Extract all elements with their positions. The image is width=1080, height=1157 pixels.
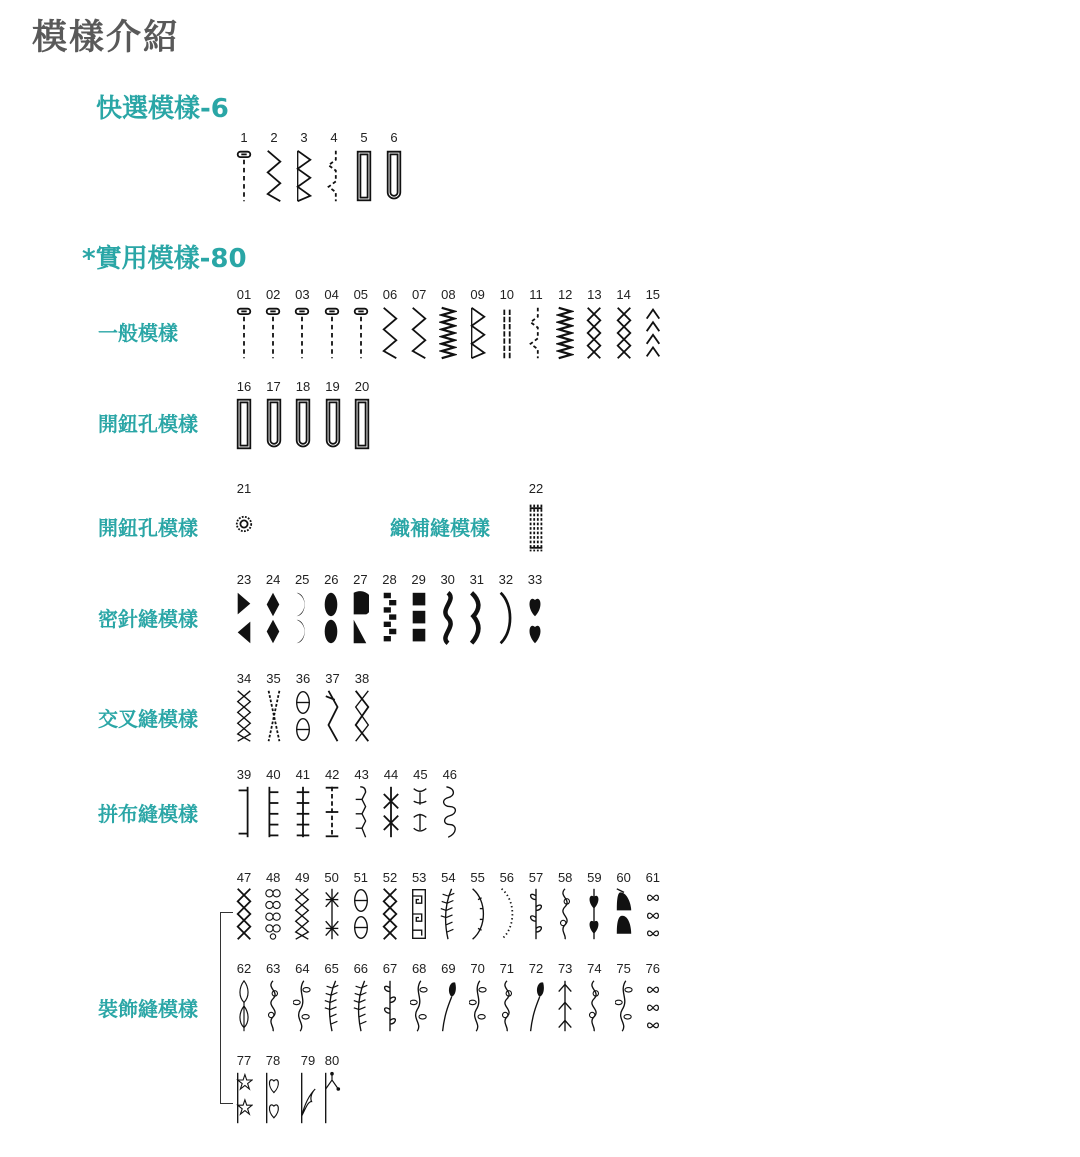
pattern-number: 32 [498, 572, 514, 587]
pattern-number: 75 [616, 961, 631, 976]
stitch-pattern-icon[interactable] [410, 305, 428, 361]
row-label-quilting: 拼布縫模樣 [98, 802, 198, 826]
pattern-number: 16 [236, 379, 252, 394]
stitch-pattern-icon[interactable] [469, 978, 487, 1034]
stitch-pattern-icon[interactable] [299, 1070, 317, 1126]
stitch-pattern-icon[interactable] [527, 500, 545, 556]
stitch-pattern-icon[interactable] [527, 305, 545, 361]
stitch-pattern-icon[interactable] [441, 784, 459, 840]
pattern-number: 28 [382, 572, 397, 587]
stitch-pattern-icon[interactable] [264, 305, 282, 361]
stitch-pattern-icon[interactable] [353, 396, 371, 452]
pattern-number: 74 [587, 961, 602, 976]
stitch-pattern-icon[interactable] [411, 784, 429, 840]
stitch-pattern-icon[interactable] [585, 305, 603, 361]
stitch-pattern-icon[interactable] [235, 591, 253, 645]
stitch-pattern-icon[interactable] [585, 886, 603, 942]
utility-patterns-title: *實用模樣-80 [82, 244, 247, 274]
pattern-number: 56 [499, 870, 515, 885]
pattern-number: 51 [353, 870, 369, 885]
stitch-pattern-icon[interactable] [439, 305, 457, 361]
pattern-number: 70 [470, 961, 485, 976]
pattern-number: 80 [324, 1053, 340, 1068]
row-label-darning: 織補縫模樣 [390, 516, 490, 540]
pattern-number: 19 [325, 379, 340, 394]
pattern-number: 65 [324, 961, 339, 976]
stitch-pattern-icon[interactable] [527, 886, 545, 942]
pattern-number: 42 [324, 767, 340, 782]
stitch-pattern-icon[interactable] [498, 305, 516, 361]
pattern-number: 57 [528, 870, 544, 885]
stitch-pattern-icon[interactable] [325, 148, 343, 204]
pattern-number: 22 [528, 481, 544, 496]
pattern-number: 2 [270, 130, 278, 145]
stitch-pattern-icon[interactable] [439, 591, 457, 645]
stitch-pattern-icon[interactable] [381, 591, 399, 645]
stitch-pattern-icon[interactable] [527, 978, 545, 1034]
stitch-pattern-icon[interactable] [353, 784, 371, 840]
pattern-number: 15 [645, 287, 661, 302]
stitch-pattern-icon[interactable] [323, 886, 341, 942]
pattern-number: 79 [300, 1053, 316, 1068]
stitch-pattern-icon[interactable] [293, 886, 311, 942]
pattern-number: 3 [300, 130, 308, 145]
pattern-number: 21 [236, 481, 252, 496]
pattern-number: 43 [354, 767, 369, 782]
stitch-pattern-icon[interactable] [235, 396, 253, 452]
stitch-pattern-icon[interactable] [264, 978, 282, 1034]
pattern-number: 48 [265, 870, 281, 885]
pattern-number: 53 [411, 870, 427, 885]
pattern-number: 67 [382, 961, 398, 976]
stitch-pattern-icon[interactable] [469, 886, 487, 942]
stitch-pattern-icon[interactable] [644, 978, 662, 1034]
stitch-pattern-icon[interactable] [235, 688, 253, 744]
quick-patterns-title: 快選模樣-6 [96, 94, 229, 124]
pattern-number: 41 [295, 767, 311, 782]
stitch-pattern-icon[interactable] [294, 688, 312, 744]
pattern-number: 44 [383, 767, 399, 782]
stitch-pattern-icon[interactable] [264, 886, 282, 942]
stitch-pattern-icon[interactable] [235, 148, 253, 204]
stitch-pattern-icon[interactable] [235, 1070, 253, 1126]
stitch-pattern-icon[interactable] [410, 886, 428, 942]
pattern-number: 77 [236, 1053, 252, 1068]
stitch-pattern-icon[interactable] [352, 978, 370, 1034]
pattern-number: 54 [441, 870, 456, 885]
page-title: 模樣介紹 [32, 18, 181, 58]
decorative-bracket [220, 912, 233, 1104]
stitch-pattern-icon[interactable] [381, 886, 399, 942]
pattern-number: 66 [353, 961, 369, 976]
pattern-number: 10 [499, 287, 515, 302]
row-label-decorative: 裝飾縫模樣 [98, 997, 198, 1021]
stitch-pattern-icon[interactable] [235, 305, 253, 361]
stitch-pattern-icon[interactable] [385, 148, 403, 204]
stitch-pattern-icon[interactable] [644, 305, 662, 361]
pattern-number: 37 [325, 671, 340, 686]
pattern-number: 26 [324, 572, 339, 587]
pattern-number: 31 [469, 572, 485, 587]
pattern-number: 08 [441, 287, 456, 302]
pattern-number: 13 [587, 287, 602, 302]
stitch-pattern-icon[interactable] [293, 305, 311, 361]
stitch-pattern-icon[interactable] [381, 978, 399, 1034]
stitch-pattern-icon[interactable] [439, 978, 457, 1034]
pattern-number: 20 [354, 379, 370, 394]
stitch-pattern-icon[interactable] [382, 784, 400, 840]
stitch-pattern-icon[interactable] [323, 1070, 341, 1126]
stitch-pattern-icon[interactable] [468, 591, 486, 645]
stitch-pattern-icon[interactable] [323, 784, 341, 840]
stitch-pattern-icon[interactable] [293, 978, 311, 1034]
pattern-number: 30 [440, 572, 455, 587]
row-label-buttonhole: 開鈕孔模樣 [98, 412, 198, 436]
pattern-number: 52 [382, 870, 398, 885]
pattern-number: 01 [236, 287, 252, 302]
stitch-pattern-icon[interactable] [295, 148, 313, 204]
pattern-number: 60 [616, 870, 631, 885]
pattern-number: 58 [557, 870, 573, 885]
pattern-number: 24 [265, 572, 281, 587]
pattern-number: 47 [236, 870, 252, 885]
pattern-number: 4 [330, 130, 338, 145]
pattern-number: 17 [266, 379, 281, 394]
stitch-pattern-icon[interactable] [439, 886, 457, 942]
pattern-number: 63 [265, 961, 281, 976]
pattern-number: 49 [295, 870, 310, 885]
pattern-number: 5 [360, 130, 368, 145]
pattern-number: 72 [528, 961, 544, 976]
stitch-pattern-icon[interactable] [355, 148, 373, 204]
stitch-pattern-icon[interactable] [352, 886, 370, 942]
pattern-number: 38 [354, 671, 370, 686]
pattern-number: 61 [645, 870, 661, 885]
pattern-number: 73 [557, 961, 573, 976]
stitch-pattern-icon[interactable] [294, 784, 312, 840]
row-label-buttonhole-2: 開鈕孔模樣 [98, 516, 198, 540]
stitch-pattern-icon[interactable] [264, 1070, 282, 1126]
pattern-number: 12 [557, 287, 573, 302]
pattern-number: 62 [236, 961, 252, 976]
pattern-number: 59 [587, 870, 602, 885]
pattern-number: 34 [236, 671, 252, 686]
stitch-pattern-icon[interactable] [498, 978, 516, 1034]
pattern-number: 40 [266, 767, 281, 782]
stitch-pattern-icon[interactable] [410, 591, 428, 645]
stitch-pattern-icon[interactable] [323, 978, 341, 1034]
pattern-number: 68 [411, 961, 427, 976]
stitch-pattern-icon[interactable] [265, 688, 283, 744]
pattern-number: 02 [265, 287, 281, 302]
pattern-number: 06 [382, 287, 398, 302]
pattern-number: 27 [353, 572, 368, 587]
pattern-number: 14 [616, 287, 631, 302]
stitch-pattern-icon[interactable] [351, 591, 369, 645]
row-label-general: 一般模樣 [98, 321, 178, 345]
stitch-pattern-icon[interactable] [293, 591, 311, 645]
pattern-number: 18 [295, 379, 311, 394]
stitch-pattern-icon[interactable] [526, 591, 544, 645]
pattern-number: 78 [265, 1053, 281, 1068]
pattern-number: 55 [470, 870, 485, 885]
pattern-number: 76 [645, 961, 661, 976]
pattern-number: 33 [527, 572, 543, 587]
stitch-pattern-icon[interactable] [294, 396, 312, 452]
stitch-pattern-icon[interactable] [324, 688, 342, 744]
stitch-pattern-icon[interactable] [235, 515, 253, 533]
pattern-number: 71 [499, 961, 515, 976]
pattern-number: 50 [324, 870, 339, 885]
pattern-number: 11 [529, 287, 543, 302]
stitch-pattern-icon[interactable] [264, 591, 282, 645]
pattern-number: 45 [413, 767, 428, 782]
pattern-number: 36 [295, 671, 311, 686]
pattern-number: 25 [294, 572, 310, 587]
pattern-number: 69 [441, 961, 456, 976]
pattern-number: 35 [266, 671, 281, 686]
stitch-pattern-icon[interactable] [265, 396, 283, 452]
pattern-number: 09 [470, 287, 485, 302]
stitch-pattern-icon[interactable] [235, 784, 253, 840]
pattern-number: 04 [324, 287, 339, 302]
pattern-number: 39 [236, 767, 252, 782]
pattern-number: 07 [411, 287, 427, 302]
stitch-pattern-icon[interactable] [615, 886, 633, 942]
stitch-pattern-icon[interactable] [235, 978, 253, 1034]
stitch-pattern-icon[interactable] [265, 148, 283, 204]
pattern-number: 1 [240, 130, 248, 145]
stitch-pattern-icon[interactable] [324, 396, 342, 452]
stitch-pattern-icon[interactable] [322, 591, 340, 645]
stitch-pattern-icon[interactable] [556, 305, 574, 361]
stitch-pattern-icon[interactable] [556, 886, 574, 942]
pattern-number: 29 [411, 572, 426, 587]
row-label-satin: 密針縫模樣 [98, 607, 198, 631]
stitch-pattern-icon[interactable] [381, 305, 399, 361]
stitch-pattern-icon[interactable] [585, 978, 603, 1034]
stitch-pattern-icon[interactable] [498, 886, 516, 942]
pattern-number: 23 [236, 572, 252, 587]
stitch-pattern-icon[interactable] [556, 978, 574, 1034]
stitch-pattern-icon[interactable] [497, 591, 515, 645]
stitch-pattern-icon[interactable] [615, 305, 633, 361]
pattern-number: 46 [442, 767, 458, 782]
pattern-number: 05 [353, 287, 369, 302]
row-label-cross: 交叉縫模樣 [98, 707, 198, 731]
stitch-pattern-icon[interactable] [644, 886, 662, 942]
stitch-pattern-icon[interactable] [323, 305, 341, 361]
stitch-pattern-icon[interactable] [353, 688, 371, 744]
stitch-pattern-icon[interactable] [615, 978, 633, 1034]
stitch-pattern-icon[interactable] [469, 305, 487, 361]
pattern-number: 03 [295, 287, 310, 302]
stitch-pattern-icon[interactable] [410, 978, 428, 1034]
stitch-pattern-icon[interactable] [264, 784, 282, 840]
pattern-number: 64 [295, 961, 310, 976]
pattern-number: 6 [390, 130, 398, 145]
stitch-pattern-icon[interactable] [235, 886, 253, 942]
stitch-pattern-icon[interactable] [352, 305, 370, 361]
